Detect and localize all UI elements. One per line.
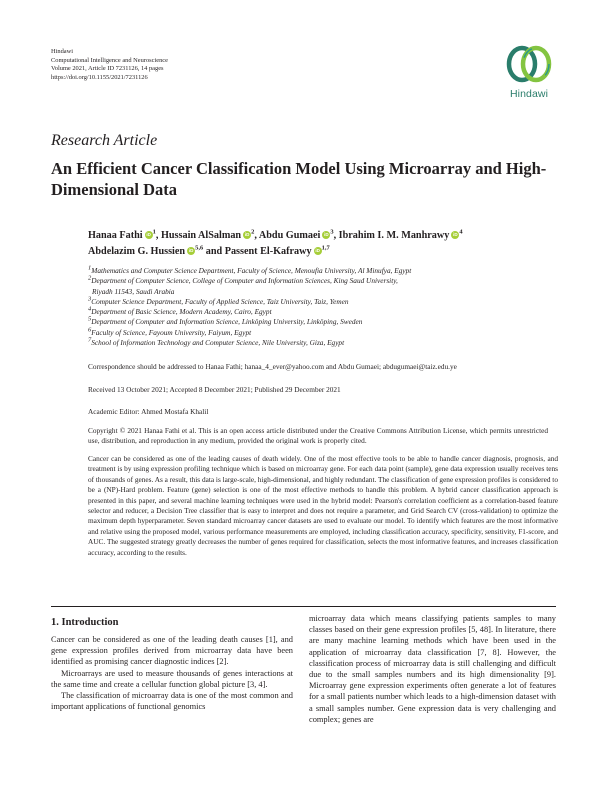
author-list: Hanaa FathiiD $^1$, Hussain AlSalmaniD $^2$, Abdu GumaeiiD $^3$, Ibrahim I. M. ManhrawyiD $^4$ Abdelazim G. HussieniD $^{5,6}$ and Passent El-KafrawyiD $^{1,7}$ bbox=[88, 228, 558, 260]
logo-text: Hindawi bbox=[509, 88, 549, 100]
body-column-left bbox=[51, 634, 293, 712]
paragraph: The classification of microarray data is one of the most common and important applications of functional genomics bbox=[51, 691, 293, 712]
journal-name: Computational Intelligence and Neuroscience bbox=[51, 56, 168, 64]
hindawi-logo bbox=[503, 42, 555, 102]
author[interactable]: Abdelazim G. HussieniD $^{5,6}$ bbox=[88, 246, 203, 257]
affiliation: 7School of Information Technology and Computer Science, Nile University, Giza, Egypt bbox=[88, 336, 345, 348]
paragraph: Microarrays are used to measure thousands of genes interactions at the same time and create a cellular function global picture [3, 4]. bbox=[51, 668, 293, 689]
affiliation: 6Faculty of Science, Fayoum University, Faiyum, Egypt bbox=[88, 326, 252, 337]
hindawi-logo-icon bbox=[503, 42, 555, 86]
affiliation: 5Department of Computer and Information Science, Linköping University, Linköping, Sweden bbox=[88, 316, 363, 327]
volume-line: Volume 2021, Article ID 7231126, 14 pages bbox=[51, 65, 164, 73]
academic-editor: Academic Editor: Ahmed Mostafa Khalil bbox=[88, 407, 209, 416]
orcid-icon[interactable] bbox=[314, 247, 322, 255]
journal-info bbox=[51, 48, 168, 82]
body-column-right bbox=[309, 613, 556, 725]
affiliation: 1Mathematics and Computer Science Department, Faculty of Science, Menoufia University, Al Minufya, Egypt bbox=[88, 264, 412, 275]
affiliation: Riyadh 11543, Saudi Arabia bbox=[92, 286, 175, 296]
affiliation: 3Computer Science Department, Faculty of Applied Science, Taiz University, Taiz, Yemen bbox=[88, 295, 349, 306]
section-divider bbox=[51, 606, 556, 607]
doi-link[interactable]: https://doi.org/10.1155/2021/7231126 bbox=[51, 73, 148, 81]
author[interactable]: Abdu GumaeiiD $^3$ bbox=[259, 230, 334, 241]
publisher-name: Hindawi bbox=[51, 48, 74, 55]
orcid-icon[interactable] bbox=[243, 231, 251, 239]
copyright-notice: Copyright © 2021 Hanaa Fathi et al. This is an open access article distributed under the Creative Commons Attribution License, which permits unrestricted use, distribution, and reproduction in any medium, provided the original work is properly cited. bbox=[88, 426, 548, 446]
orcid-icon[interactable] bbox=[145, 231, 153, 239]
author[interactable]: Hanaa FathiiD $^1$ bbox=[88, 230, 156, 241]
author[interactable]: Hussain AlSalmaniD $^2$ bbox=[161, 230, 254, 241]
author[interactable]: Passent El-KafrawyiD $^{1,7}$ bbox=[225, 246, 330, 257]
paragraph: Cancer can be considered as one of the leading death causes [1], and gene expression profiles derived from microarray data have been identified as promising cancer diagnostic indices [2]. bbox=[51, 635, 293, 667]
affiliation: 2Department of Computer Science, College of Computer and Information Sciences, King Saud University, bbox=[88, 274, 398, 286]
orcid-icon[interactable] bbox=[451, 231, 459, 239]
orcid-icon[interactable] bbox=[187, 247, 195, 255]
affiliation-list bbox=[88, 266, 558, 348]
author[interactable]: Ibrahim I. M. ManhrawyiD $^4$ bbox=[339, 230, 463, 241]
abstract: Cancer can be considered as one of the leading causes of death widely. One of the most effective tools to be able to handle cancer diagnosis, prognosis, and treatment is by using expression profiling technique which is based on microarray gene. For each data point (sample), gene data expression usually receives tens of thousands of genes. As a result, this data is large-scale, high-dimensional, and highly redundant. The classification of gene expression profiles is considered to be a (NP)-Hard problem. Feature (gene) selection is one of the most effective methods to handle this problem. A hybrid cancer classification approach is presented in this paper, and several machine learning techniques were used in the hybrid model: Pearson's correlation coefficient as a correlation-based feature selector and reducer, a Decision Tree classifier that is easy to interpret and does not require a parameter, and Grid Search CV (cross-validation) to optimize the maximum depth hyperparameter. Seven standard microarray cancer datasets are used to evaluate our model. To identify which features are the most informative and relative using the proposed model, various performance measurements are employed, including classification accuracy, specificity, sensitivity, F1-score, and AUC. The suggested strategy greatly decreases the number of genes required for classification, selects the most informative features, and increases classification accuracy, according to the results. bbox=[88, 454, 558, 557]
correspondence-line: Correspondence should be addressed to Hanaa Fathi; hanaa_4_ever@yahoo.com and Abdu Gumaei; abdugumaei@taiz.edu.ye bbox=[88, 362, 457, 371]
dates-line: Received 13 October 2021; Accepted 8 December 2021; Published 29 December 2021 bbox=[88, 385, 341, 394]
paragraph: microarray data which means classifying patients samples to many classes based on their gene expression profiles [5, 48]. In literature, there are many machine learning methods which have been used in the application of microarray data classification [7, 8]. However, the classification process of microarray data is still challenging and difficult due to the small samples numbers and its high dimensionality [9]. Microarray gene expression experiments often generate a lot of features for a small patients number which leads to a high-dimension dataset with a small samples number. Gene expression data is very challenging and complex; genes are bbox=[309, 614, 556, 724]
section-heading: 1. Introduction bbox=[51, 617, 119, 628]
orcid-icon[interactable] bbox=[322, 231, 330, 239]
affiliation: 4Department of Basic Science, Modern Academy, Cairo, Egypt bbox=[88, 305, 272, 317]
article-title: An Efficient Cancer Classification Model Using Microarray and High-Dimensional Data bbox=[51, 159, 547, 199]
article-type: Research Article bbox=[51, 132, 158, 149]
